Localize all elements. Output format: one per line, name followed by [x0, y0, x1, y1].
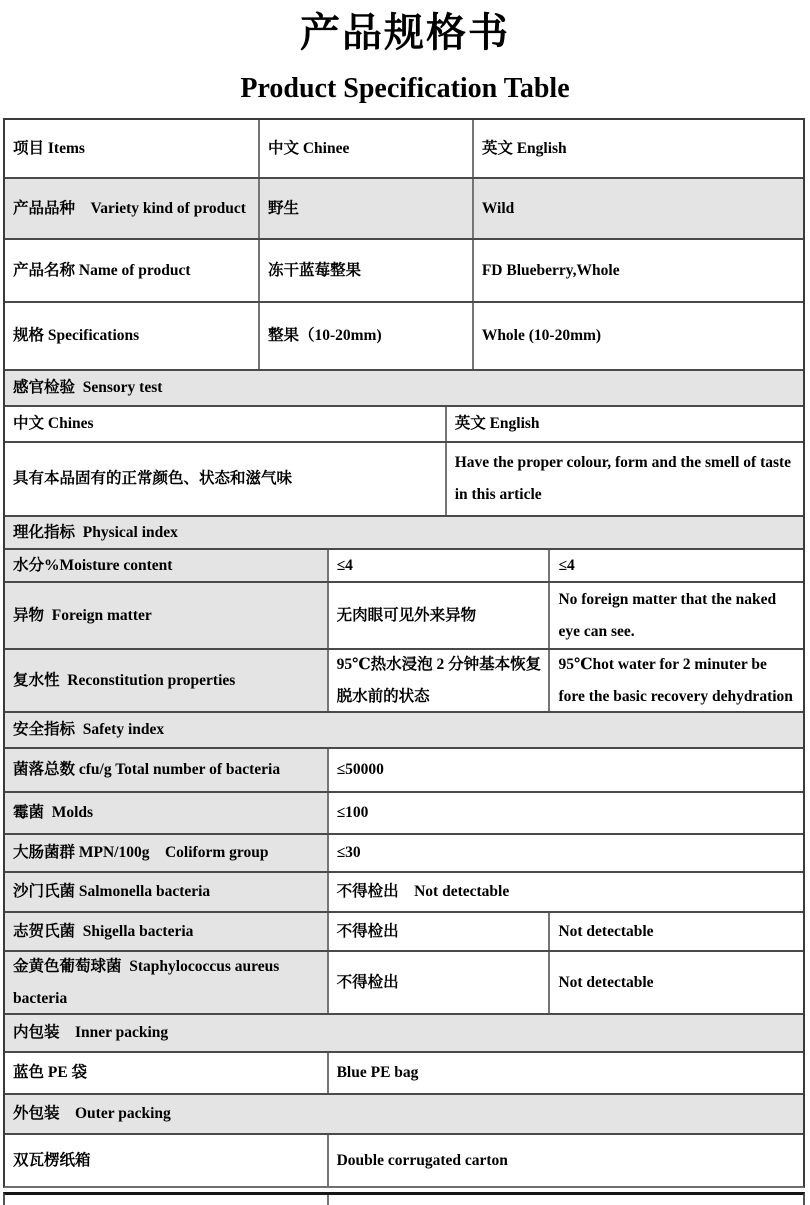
moisture-en-cell: ≤4: [548, 550, 803, 581]
specifications-zh-cell: 整果（10-20mm): [258, 303, 472, 369]
sensory-lang-header-row: [5, 405, 803, 441]
outer-packing-section-row: [5, 1093, 803, 1133]
specifications-label-cell: 规格 Specifications: [13, 327, 140, 345]
total-bacteria-value-cell: ≤50000: [327, 749, 803, 791]
physical-section-header: 理化指标 Physical index: [5, 517, 803, 548]
shigella-row: [5, 911, 803, 950]
sensory-section-row: [5, 369, 803, 405]
staphylococcus-en-cell: Not detectable: [548, 952, 803, 1013]
outer-packing-section-header: 外包装 Outer packing: [5, 1095, 803, 1133]
inner-packing-en-cell: Blue PE bag: [327, 1053, 803, 1093]
outer-packing-zh-cell: 双瓦楞纸箱: [13, 1151, 91, 1169]
coliform-value-cell: ≤30: [327, 835, 803, 871]
doc-title-zh: 产品规格书: [300, 10, 510, 55]
header-row: [5, 120, 803, 177]
staphylococcus-row: [5, 950, 803, 1013]
foreign-matter-en-cell: No foreign matter that the naked eye can see.: [548, 583, 803, 648]
moisture-label-cell: 水分%Moisture content: [5, 550, 327, 581]
salmonella-row: [5, 871, 803, 911]
product-name-zh-cell: 冻干蓝莓整果: [258, 240, 472, 301]
product-name-label-cell: 产品名称 Name of product: [13, 261, 191, 279]
specifications-en-cell: Whole (10-20mm): [472, 303, 803, 369]
staphylococcus-label-cell: 金黄色葡萄球菌 Staphylococcus aureus bacteria: [5, 952, 327, 1013]
reconstitution-row: [5, 648, 803, 711]
fragment-cell: [5, 1195, 327, 1205]
foreign-matter-row: [5, 581, 803, 648]
chinese-header-cell: 中文 Chinee: [258, 120, 472, 177]
shigella-en-cell: Not detectable: [548, 913, 803, 950]
outer-packing-en-cell: Double corrugated carton: [327, 1135, 803, 1186]
coliform-label-cell: 大肠菌群 MPN/100g Coliform group: [5, 835, 327, 871]
spec-table: [3, 118, 805, 1188]
inner-packing-section-row: [5, 1013, 803, 1051]
sensory-en-header-cell: 英文 English: [445, 407, 803, 441]
english-header-cell: 英文 English: [472, 120, 803, 177]
shigella-label-cell: 志贺氏菌 Shigella bacteria: [5, 913, 327, 950]
sensory-result-en-cell: Have the proper colour, form and the smell of taste in this article: [445, 443, 803, 515]
moisture-zh-cell: ≤4: [327, 550, 549, 581]
doc-title-en: Product Specification Table: [240, 73, 570, 104]
sensory-result-row: [5, 441, 803, 515]
inner-packing-zh-cell: 蓝色 PE 袋: [13, 1064, 88, 1082]
items-header-cell: 项目 Items: [13, 139, 85, 157]
salmonella-value-cell: 不得检出 Not detectable: [327, 873, 803, 911]
shigella-zh-cell: 不得检出: [327, 913, 549, 950]
total-bacteria-row: [5, 747, 803, 791]
molds-row: [5, 791, 803, 833]
safety-section-header: 安全指标 Safety index: [5, 713, 803, 747]
sensory-zh-header-cell: 中文 Chines: [13, 415, 94, 433]
variety-zh-cell: 野生: [258, 179, 472, 238]
inner-packing-row: [5, 1051, 803, 1093]
product-name-row: [5, 238, 803, 301]
reconstitution-zh-cell: 95℃热水浸泡 2 分钟基本恢复脱水前的状态: [327, 650, 549, 711]
product-name-en-cell: FD Blueberry,Whole: [472, 240, 803, 301]
foreign-matter-zh-cell: 无肉眼可见外来异物: [327, 583, 549, 648]
variety-row: [5, 177, 803, 238]
foreign-matter-label-cell: 异物 Foreign matter: [5, 583, 327, 648]
safety-section-row: [5, 711, 803, 747]
salmonella-label-cell: 沙门氏菌 Salmonella bacteria: [5, 873, 327, 911]
sensory-result-zh-cell: 具有本品固有的正常颜色、状态和滋气味: [13, 470, 293, 488]
variety-en-cell: Wild: [472, 179, 803, 238]
reconstitution-label-cell: 复水性 Reconstitution properties: [5, 650, 327, 711]
total-bacteria-label-cell: 菌落总数 cfu/g Total number of bacteria: [5, 749, 327, 791]
specifications-row: [5, 301, 803, 369]
moisture-row: [5, 548, 803, 581]
inner-packing-section-header: 内包装 Inner packing: [5, 1015, 803, 1051]
sensory-section-header: 感官检验 Sensory test: [5, 371, 803, 405]
molds-value-cell: ≤100: [327, 793, 803, 833]
outer-packing-row: [5, 1133, 803, 1186]
variety-label-cell: 产品品种 Variety kind of product: [5, 179, 258, 238]
physical-section-row: [5, 515, 803, 548]
molds-label-cell: 霉菌 Molds: [5, 793, 327, 833]
reconstitution-en-cell: 95℃hot water for 2 minuter be fore the basic recovery dehydration: [548, 650, 803, 711]
fragment-cell: [327, 1195, 803, 1205]
staphylococcus-zh-cell: 不得检出: [327, 952, 549, 1013]
coliform-row: [5, 833, 803, 871]
